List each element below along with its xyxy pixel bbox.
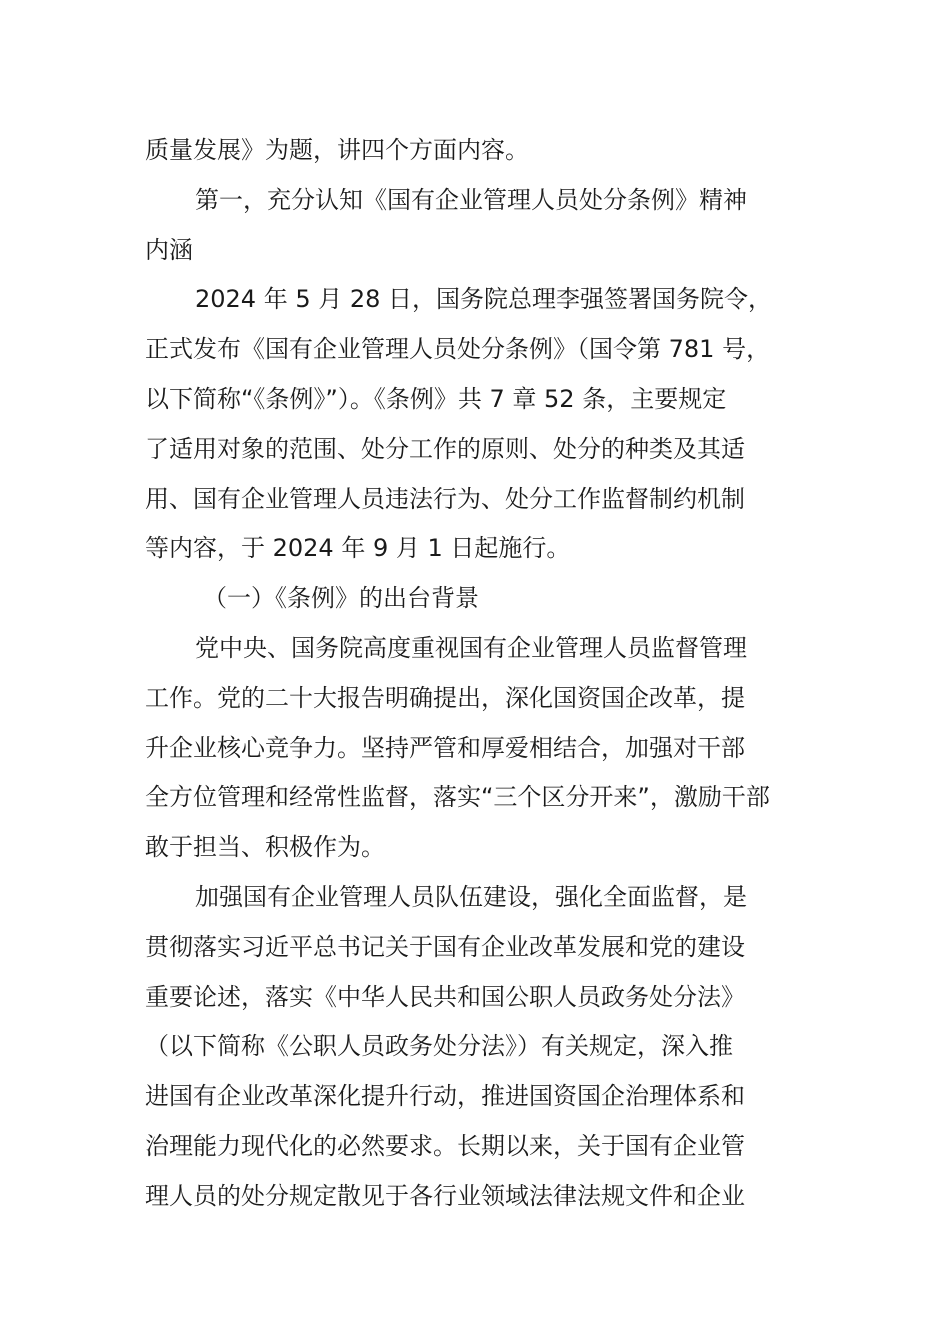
paragraph-line: 理人员的处分规定散见于各行业领域法律法规文件和企业 — [145, 1181, 745, 1210]
paragraph-line: 升企业核心竞争力。坚持严管和厚爱相结合，加强对干部 — [145, 733, 745, 762]
paragraph-line: 党中央、国务院高度重视国有企业管理人员监督管理 — [195, 633, 747, 662]
paragraph-line: 用、国有企业管理人员违法行为、处分工作监督制约机制 — [145, 484, 745, 513]
paragraph-line: 治理能力现代化的必然要求。长期以来，关于国有企业管 — [145, 1131, 745, 1160]
paragraph-line: 全方位管理和经常性监督，落实“三个区分开来”，激励干部 — [145, 783, 770, 812]
paragraph-line: 正式发布《国有企业管理人员处分条例》（国令第 781 号， — [145, 335, 771, 364]
section-heading-line-1: 第一，充分认知《国有企业管理人员处分条例》精神 — [195, 185, 747, 214]
paragraph-line: 了适用对象的范围、处分工作的原则、处分的种类及其适 — [145, 434, 745, 463]
subsection-heading: （一）《条例》的出台背景 — [203, 584, 479, 613]
paragraph-line: 以下简称“《条例》”）。《条例》共 7 章 52 条，主要规定 — [145, 384, 727, 413]
text-line-continuation: 质量发展》为题，讲四个方面内容。 — [145, 136, 529, 164]
paragraph-line: 重要论述，落实《中华人民共和国公职人员政务处分法》 — [145, 982, 745, 1011]
paragraph-line: 等内容，于 2024 年 9 月 1 日起施行。 — [145, 534, 571, 563]
paragraph-line: 2024 年 5 月 28 日，国务院总理李强签署国务院令， — [195, 285, 773, 314]
paragraph-line: 敢于担当、积极作为。 — [145, 833, 385, 862]
document-body — [145, 126, 825, 1222]
paragraph-line: 加强国有企业管理人员队伍建设，强化全面监督，是 — [195, 882, 747, 911]
paragraph-line: （以下简称《公职人员政务处分法》）有关规定，深入推 — [145, 1032, 733, 1061]
paragraph-line: 工作。党的二十大报告明确提出，深化国资国企改革，提 — [145, 683, 745, 712]
paragraph-line: 贯彻落实习近平总书记关于国有企业改革发展和党的建设 — [145, 932, 745, 961]
paragraph-line: 进国有企业改革深化提升行动，推进国资国企治理体系和 — [145, 1082, 745, 1111]
section-heading-line-2: 内涵 — [145, 235, 193, 264]
